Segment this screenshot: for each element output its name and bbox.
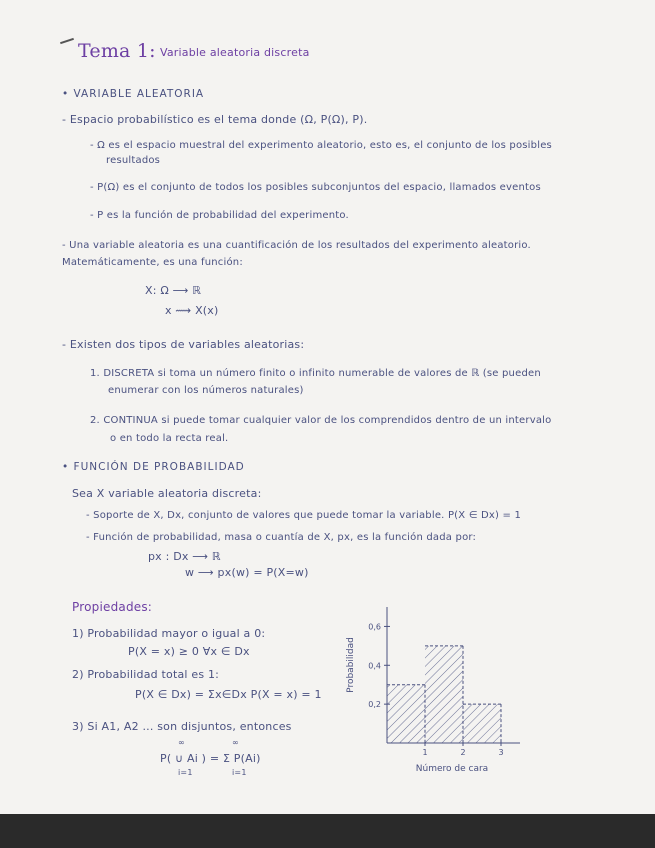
section-heading-probabilidad: • FUNCIÓN DE PROBABILIDAD <box>62 461 245 473</box>
formula-line: X: Ω ⟶ ℝ <box>145 284 202 297</box>
formula-line: P( ∪ Ai ) = Σ P(Ai) <box>160 752 261 765</box>
formula-line: P(X ∈ Dx) = Σx∈Dx P(X = x) = 1 <box>135 688 322 701</box>
x-tick-label: 2 <box>460 748 466 757</box>
note-line: - Soporte de X, Dx, conjunto de valores que puede tomar la variable. P(X ∈ Dx) = 1 <box>86 510 522 521</box>
pencil-mark <box>60 38 74 44</box>
note-line: - P es la función de probabilidad del experimento. <box>90 210 349 221</box>
note-line: Sea X variable aleatoria discreta: <box>72 487 262 500</box>
property-line: 3) Si A1, A2 ... son disjuntos, entonces <box>72 720 292 733</box>
union-lower-limit: i=1 <box>178 768 193 777</box>
y-tick-label: 0,6 <box>368 622 381 632</box>
formula-line: w ⟶ px(w) = P(X=w) <box>185 566 309 579</box>
note-line: - Existen dos tipos de variables aleatorias: <box>62 338 305 351</box>
sum-lower-limit: i=1 <box>232 768 247 777</box>
x-tick-label: 3 <box>498 748 504 757</box>
note-line: resultados <box>106 155 161 166</box>
note-line: 1. DISCRETA si toma un número finito o infinito numerable de valores de ℝ (se pueden <box>90 368 541 379</box>
formula-line: P(X = x) ≥ 0 ∀x ∈ Dx <box>128 645 250 658</box>
y-tick-label: 0,4 <box>368 661 381 671</box>
y-axis-label: Probabilidad <box>346 637 356 693</box>
bar <box>463 704 501 743</box>
note-line: - P(Ω) es el conjunto de todos los posibles subconjuntos del espacio, llamados eventos <box>90 182 541 193</box>
bar <box>425 646 463 743</box>
x-tick-label: 1 <box>422 748 428 757</box>
page-title: Tema 1: <box>78 40 156 62</box>
chart-bars <box>387 646 501 743</box>
sum-upper-limit: ∞ <box>232 738 239 747</box>
note-line: - Una variable aleatoria es una cuantificación de los resultados del experimento aleatorio. <box>62 240 531 251</box>
property-line: 1) Probabilidad mayor o igual a 0: <box>72 627 266 640</box>
page-subtitle: Variable aleatoria discreta <box>160 46 310 59</box>
formula-line: px : Dx ⟶ ℝ <box>148 550 221 563</box>
propiedades-heading: Propiedades: <box>72 600 153 614</box>
probability-bar-chart <box>335 595 535 780</box>
x-axis-label: Número de cara <box>415 764 489 774</box>
formula-line: x ⟿ X(x) <box>165 304 219 317</box>
note-line: 2. CONTINUA si puede tomar cualquier valor de los comprendidos dentro de un intervalo <box>90 415 552 426</box>
note-line: - Espacio probabilístico es el tema donde (Ω, P(Ω), P). <box>62 113 368 126</box>
bar <box>387 685 425 743</box>
note-line: - Función de probabilidad, masa o cuantía de X, px, es la función dada por: <box>86 532 477 543</box>
scan-bottom-edge <box>0 814 655 848</box>
property-line: 2) Probabilidad total es 1: <box>72 668 220 681</box>
note-line: - Ω es el espacio muestral del experimento aleatorio, esto es, el conjunto de los posibles <box>90 140 552 151</box>
note-line: enumerar con los números naturales) <box>108 385 304 396</box>
union-upper-limit: ∞ <box>178 738 185 747</box>
section-heading-variable: • VARIABLE ALEATORIA <box>62 88 205 100</box>
y-tick-label: 0,2 <box>368 700 381 710</box>
note-line: Matemáticamente, es una función: <box>62 257 243 268</box>
note-line: o en todo la recta real. <box>110 433 229 444</box>
